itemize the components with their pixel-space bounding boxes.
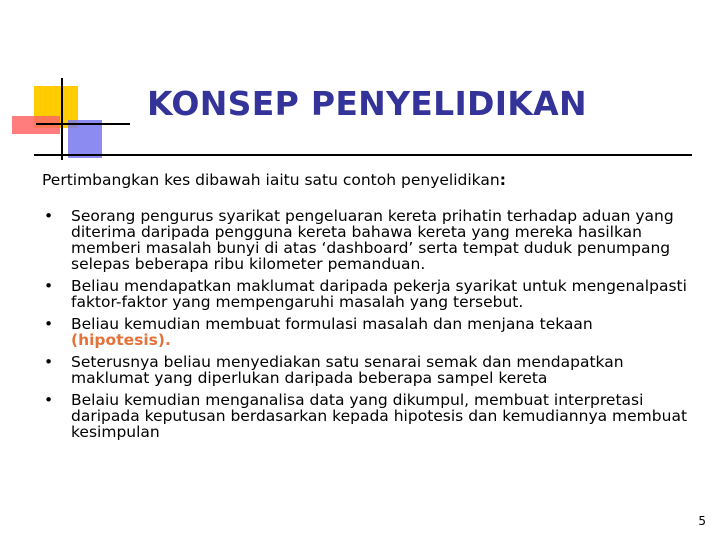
bullet-text: Beliau mendapatkan maklumat daripada pekerja syarikat untuk mengenalpasti faktor-faktor yang mempengaruhi masalah yang tersebut. bbox=[71, 277, 687, 311]
slide-logo bbox=[0, 0, 130, 160]
slide-content bbox=[42, 170, 692, 446]
list-item bbox=[42, 316, 692, 348]
list-item bbox=[42, 278, 692, 310]
bullet-text: Seterusnya beliau menyediakan satu senarai semak dan mendapatkan maklumat yang diperlukan daripada beberapa sampel kereta bbox=[71, 353, 624, 387]
logo-blue-square bbox=[68, 120, 102, 158]
intro-colon: : bbox=[499, 171, 506, 189]
page-number: 5 bbox=[698, 514, 706, 528]
hipotesis-highlight: (hipotesis). bbox=[71, 331, 171, 349]
bullet-text: Beliau kemudian membuat formulasi masalah dan menjana tekaan bbox=[71, 315, 593, 333]
bullet-text: Seorang pengurus syarikat pengeluaran kereta prihatin terhadap aduan yang diterima daripada pengguna kereta bahawa kereta yang mereka hasilkan memberi masalah bunyi di atas ‘dashboard’ serta tempat duduk penumpang selepas beberapa ribu kilometer pemanduan. bbox=[71, 207, 674, 273]
logo-graphic bbox=[0, 0, 130, 160]
bullet-dot: • bbox=[44, 353, 54, 371]
slide-title: KONSEP PENYELIDIKAN bbox=[147, 84, 587, 123]
bullet-dot: • bbox=[44, 277, 54, 295]
bullet-dot: • bbox=[44, 207, 54, 225]
title-divider bbox=[34, 154, 692, 156]
bullet-list bbox=[42, 208, 692, 440]
bullet-dot: • bbox=[44, 391, 54, 409]
bullet-dot: • bbox=[44, 315, 54, 333]
bullet-text: Belaiu kemudian menganalisa data yang dikumpul, membuat interpretasi daripada keputusan berdasarkan kepada hipotesis dan kemudiannya membuat kesimpulan bbox=[71, 391, 688, 441]
list-item bbox=[42, 392, 692, 440]
intro-text bbox=[42, 170, 692, 190]
list-item bbox=[42, 354, 692, 386]
list-item bbox=[42, 208, 692, 272]
intro-text-main: Pertimbangkan kes dibawah iaitu satu contoh penyelidikan bbox=[42, 171, 500, 189]
